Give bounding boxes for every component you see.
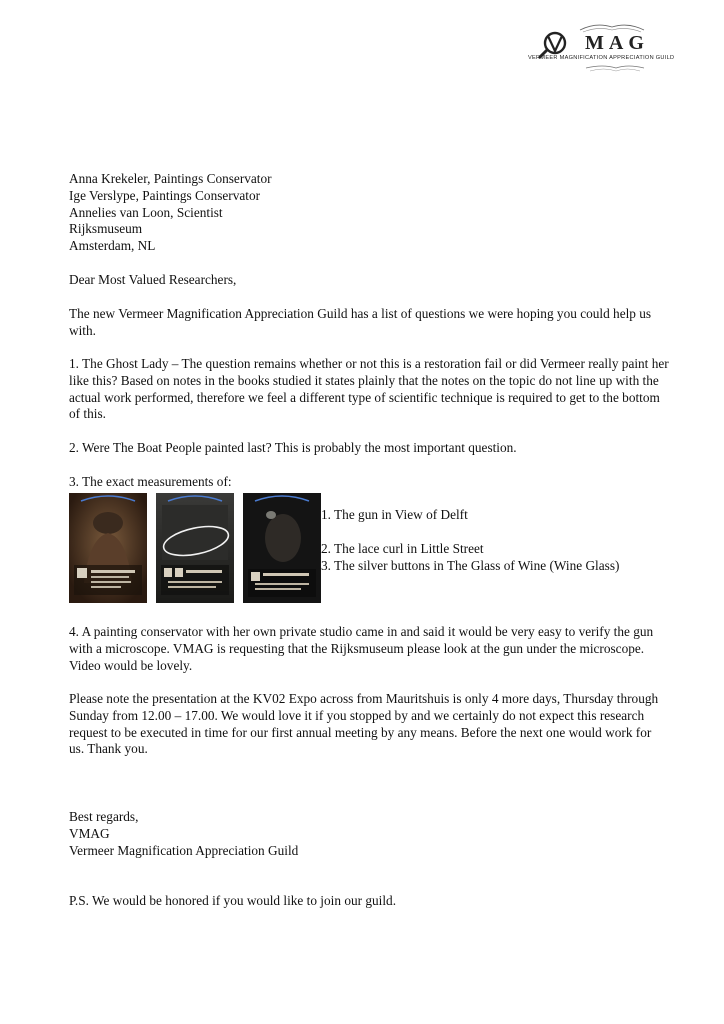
recipient-line: Amsterdam, NL bbox=[69, 238, 156, 254]
signoff-line: Vermeer Magnification Appreciation Guild bbox=[69, 842, 299, 858]
question-4: 4. A painting conservator with her own private studio came in and said it would be very easy to verify the gun with a microscope. VMAG is requesting that the Rijksmuseum please look at the gun under the microscope. Video would be lovely. bbox=[69, 624, 654, 673]
signoff-block bbox=[69, 809, 298, 859]
recipient-line: Ige Verslype, Paintings Conservator bbox=[69, 187, 261, 203]
recipient-line: Anna Krekeler, Paintings Conservator bbox=[69, 171, 272, 186]
painting-card-3 bbox=[243, 493, 321, 603]
measurement-item: 1. The gun in View of Delft bbox=[321, 507, 468, 522]
intro-paragraph: The new Vermeer Magnification Appreciation Guild has a list of questions we were hoping you could help us with. bbox=[69, 306, 652, 338]
salutation: Dear Most Valued Researchers, bbox=[69, 272, 237, 287]
note-paragraph: Please note the presentation at the KV02 Expo across from Mauritshuis is only 4 more days, Thursday through Sunday from 12.00 – 17.00. We would love it if you stopped by and we certainly do not expect this research request to be executed in time for our first annual meeting by any means. Before the next one would work for us. Thank you. bbox=[69, 691, 659, 757]
recipient-block bbox=[69, 171, 272, 255]
logo-subtitle: VERMEER MAGNIFICATION APPRECIATION GUILD bbox=[528, 55, 675, 61]
painting-card-1 bbox=[69, 493, 147, 603]
question-3-heading: 3. The exact measurements of: bbox=[69, 474, 232, 489]
measurement-item: 3. The silver buttons in The Glass of Wine (Wine Glass) bbox=[321, 558, 620, 573]
recipient-line: Annelies van Loon, Scientist bbox=[69, 204, 223, 220]
signoff-line: Best regards, bbox=[69, 809, 139, 824]
recipient-line: Rijksmuseum bbox=[69, 221, 143, 237]
question-1: 1. The Ghost Lady – The question remains whether or not this is a restoration fail or did Vermeer really paint her like this? Based on notes in the books studied it states plainly that the notes on the topic do not line up with the actual work performed, therefore we feel a different type of scientific technique is required to get to the bottom of this. bbox=[69, 356, 669, 422]
painting-card-2 bbox=[156, 493, 234, 603]
signoff-line: VMAG bbox=[69, 825, 110, 841]
measurement-item: 2. The lace curl in Little Street bbox=[321, 541, 484, 556]
logo-letters: MAG bbox=[585, 32, 649, 54]
question-2: 2. Were The Boat People painted last? This is probably the most important question. bbox=[69, 440, 517, 455]
postscript: P.S. We would be honored if you would like to join our guild. bbox=[69, 893, 397, 908]
